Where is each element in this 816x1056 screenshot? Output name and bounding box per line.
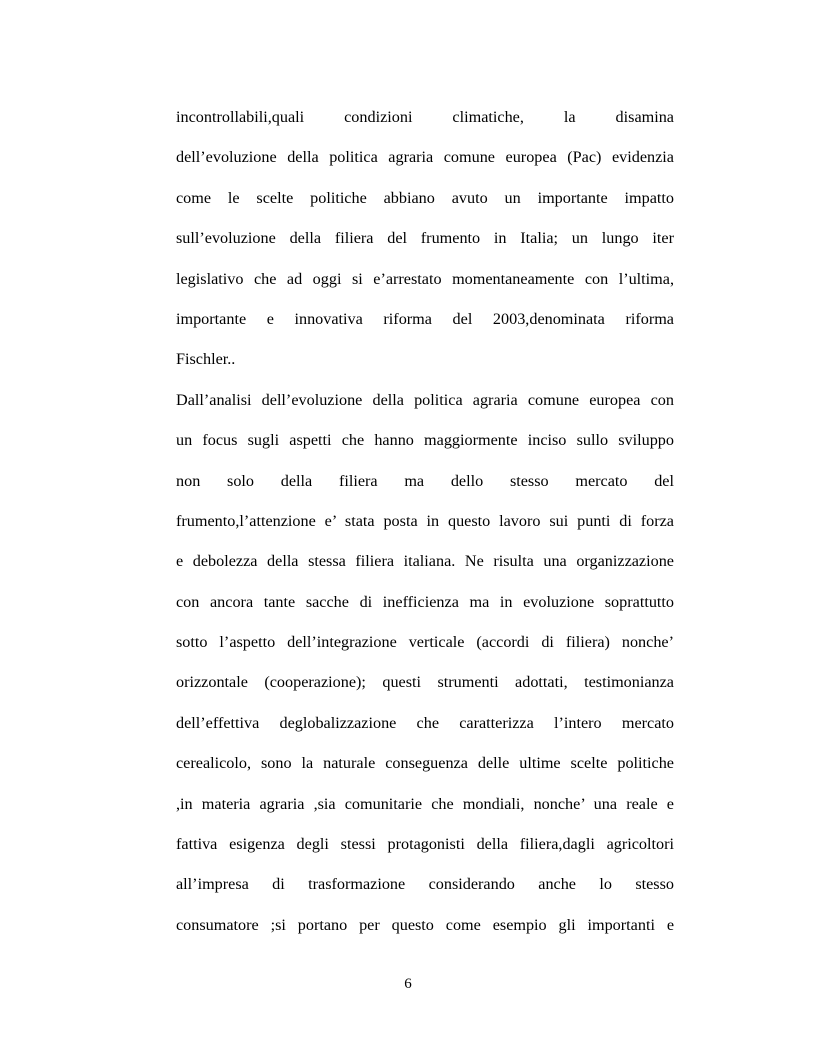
text-line: fattiva esigenza degli stessi protagonisti della filiera,dagli agricoltori — [176, 835, 674, 854]
text-line: sotto l’aspetto dell’integrazione verticale (accordi di filiera) nonche’ — [176, 633, 674, 652]
text-line: un focus sugli aspetti che hanno maggiormente inciso sullo sviluppo — [176, 431, 674, 450]
text-line: Fischler.. — [176, 350, 236, 369]
text-line: sull’evoluzione della filiera del frumento in Italia; un lungo iter — [176, 229, 674, 248]
text-line: dell’evoluzione della politica agraria comune europea (Pac) evidenzia — [176, 148, 674, 167]
page-number: 6 — [404, 976, 412, 992]
text-line: importante e innovativa riforma del 2003,denominata riforma — [176, 309, 674, 328]
text-line: legislativo che ad oggi si e’arrestato momentaneamente con l’ultima, — [176, 269, 674, 288]
text-line: all’impresa di trasformazione considerando anche lo stesso — [176, 875, 674, 894]
text-line: non solo della filiera ma dello stesso mercato del — [176, 471, 674, 490]
text-line: dell’effettiva deglobalizzazione che caratterizza l’intero mercato — [176, 713, 674, 732]
text-line: consumatore ;si portano per questo come esempio gli importanti e — [176, 915, 674, 934]
text-line: come le scelte politiche abbiano avuto un importante impatto — [176, 188, 674, 207]
text-line: frumento,l’attenzione e’ stata posta in questo lavoro sui punti di forza — [176, 511, 674, 530]
text-line: incontrollabili,quali condizioni climatiche, la disamina — [176, 108, 674, 126]
text-line: ,in materia agraria ,sia comunitarie che mondiali, nonche’ una reale e — [176, 794, 674, 813]
text-line: cerealicolo, sono la naturale conseguenza delle ultime scelte politiche — [176, 754, 674, 773]
text-line: e debolezza della stessa filiera italiana. Ne risulta una organizzazione — [176, 552, 674, 571]
text-line: con ancora tante sacche di inefficienza ma in evoluzione soprattutto — [176, 592, 674, 611]
text-line: orizzontale (cooperazione); questi strumenti adottati, testimonianza — [176, 673, 674, 692]
body-text — [176, 103, 674, 951]
text-line: Dall’analisi dell’evoluzione della politica agraria comune europea con — [176, 390, 674, 409]
